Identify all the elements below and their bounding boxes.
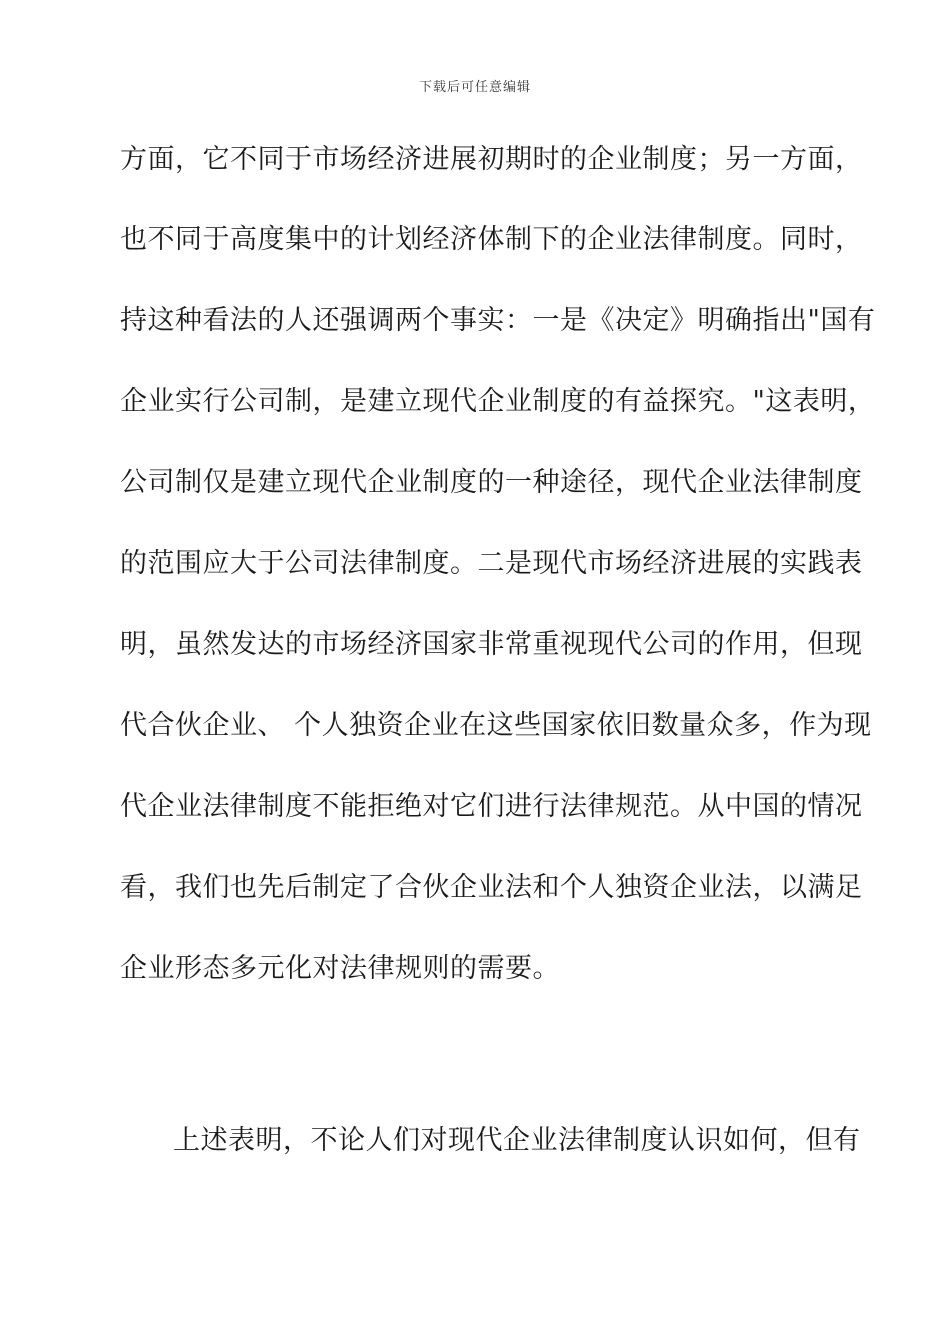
- paragraph-line: 明，虽然发达的市场经济国家非常重视现代公司的作用，但现: [120, 629, 863, 660]
- paragraph-line: 公司制仅是建立现代企业制度的一种途径，现代企业法律制度: [120, 467, 863, 498]
- paragraph-line: 企业实行公司制，是建立现代企业制度的有益探究。"这表明，: [120, 386, 876, 417]
- paragraph-line: 的范围应大于公司法律制度。二是现代市场经济进展的实践表: [120, 548, 863, 579]
- paragraph-line: 上述表明，不论人们对现代企业法律制度认识如何，但有: [173, 1125, 861, 1156]
- paragraph-line: 持这种看法的人还强调两个事实：一是《决定》明确指出"国有: [120, 305, 876, 336]
- paragraph-line: 也不同于高度集中的计划经济体制下的企业法律制度。同时，: [120, 224, 863, 255]
- paragraph-line: 代企业法律制度不能拒绝对它们进行法律规范。从中国的情况: [120, 791, 863, 822]
- paragraph-line: 看，我们也先后制定了合伙企业法和个人独资企业法，以满足: [120, 872, 863, 903]
- page-header-note: 下载后可任意编辑: [418, 80, 531, 95]
- paragraph-line: 方面，它不同于市场经济进展初期时的企业制度；另一方面，: [120, 144, 863, 175]
- paragraph-line: 企业形态多元化对法律规则的需要。: [120, 953, 560, 984]
- paragraph-line: 代合伙企业、 个人独资企业在这些国家依旧数量众多，作为现: [120, 710, 872, 741]
